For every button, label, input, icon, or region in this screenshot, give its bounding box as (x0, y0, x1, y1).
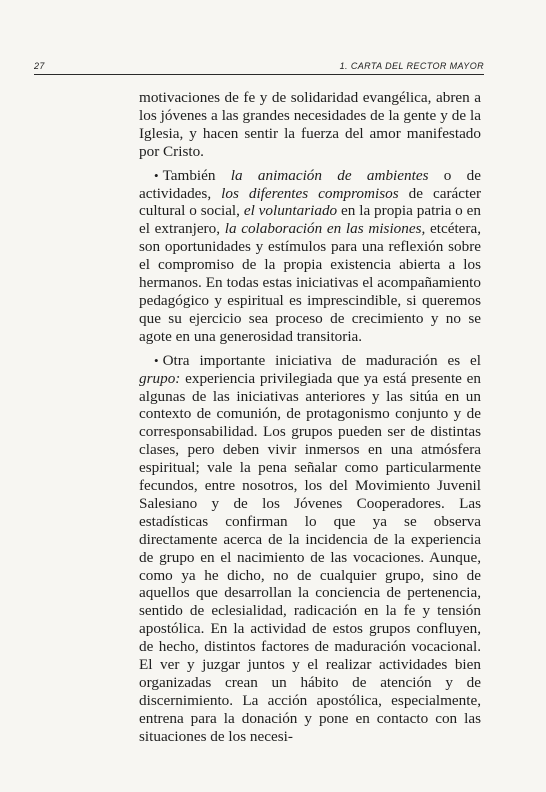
emphasis-grupo: grupo: (139, 369, 181, 387)
bullet-icon: • (154, 352, 159, 368)
paragraph-motivaciones: motivaciones de fe y de solidaridad evangélica, abren a los jóvenes a las grandes necesidades de la gente y de la Iglesia, y hacen sentir la fuerza del amor manifestado por Cristo. (139, 89, 481, 160)
page-number: 27 (34, 61, 45, 71)
body-text (139, 89, 481, 746)
text-span: Otra importante iniciativa de maduración es el (162, 351, 481, 369)
text-span: en la propia patria o en el extranjero, (139, 202, 481, 238)
paragraph-grupo (139, 352, 481, 746)
paragraph-animacion (139, 167, 481, 346)
chapter-title: 1. CARTA DEL RECTOR MAYOR (339, 61, 484, 71)
emphasis-misiones: la colaboración en las misiones, (224, 220, 426, 238)
text-span: o de actividades, (139, 166, 482, 202)
emphasis-animacion: la animación de ambientes (230, 166, 429, 184)
running-header (34, 60, 484, 75)
bullet-icon: • (154, 167, 159, 183)
text-span: También (162, 166, 231, 184)
text-span: etcétera, son oportunidades y estímulos para una reflexión sobre el compromiso de la propia existencia abierta a los hermanos. En todas estas iniciativas el acompañamiento pedagógico y espiritual es imprescindible, si queremos que su ejercicio sea proceso de crecimiento y no se agote en una generosidad transitoria. (139, 220, 482, 345)
text-span: de carácter cultural o social, (139, 184, 481, 220)
text-span: experiencia privilegiada que ya está presente en algunas de las iniciativas anteriores y las sitúa en un contexto de comunión, de protagonismo conjunto y de corresponsabilidad. Los grupos pueden ser de distintas clases, pero deben vivir inmersos en una atmósfera espiritual; vale la pena señalar como particularmente fecundos, entre nosotros, los del Movimiento Juvenil Salesiano y de los Jóvenes Cooperadores. Las estadísticas confirman lo que ya se observa directamente acerca de la incidencia de la experiencia de grupo en el nacimiento de las vocaciones. Aunque, como ya he dicho, no de cualquier grupo, sino de aquellos que desarrollan la conciencia de pertenencia, sentido de eclesialidad, radicación en la fe y tensión apostólica. En la actividad de estos grupos confluyen, de hecho, distintos factores de maduración vocacional. El ver y juzgar juntos y el realizar actividades bien organizadas crean un hábito de atención y de discernimiento. La acción apostólica, especialmente, entrena para la donación y pone en contacto con las situaciones de los necesi- (139, 369, 481, 745)
emphasis-compromisos: los diferentes compromisos (221, 184, 399, 202)
emphasis-voluntariado: el voluntariado (243, 202, 338, 220)
